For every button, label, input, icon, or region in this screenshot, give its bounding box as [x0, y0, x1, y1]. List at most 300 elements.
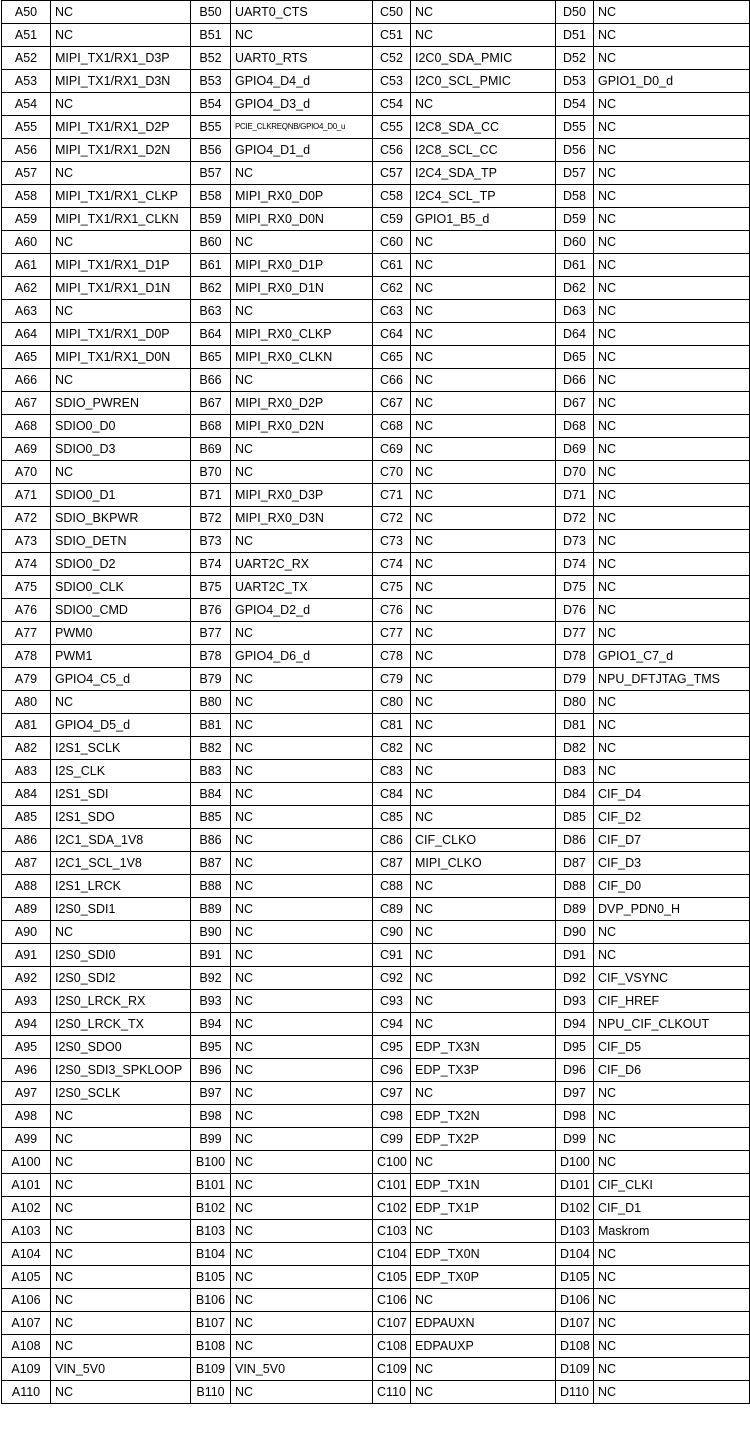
pin-signal-cell: CIF_CLKI — [594, 1174, 750, 1197]
pin-signal-cell: NC — [231, 1289, 373, 1312]
pin-signal-cell: NC — [594, 231, 750, 254]
pin-signal-cell: MIPI_RX0_D2N — [231, 415, 373, 438]
pin-number-cell: A68 — [2, 415, 51, 438]
pin-signal-cell: I2S0_SDI3_SPKLOOP — [51, 1059, 191, 1082]
table-row — [2, 1059, 750, 1082]
table-row — [2, 346, 750, 369]
pin-signal-cell: NC — [594, 576, 750, 599]
pin-signal-cell: EDPAUXN — [411, 1312, 556, 1335]
pin-signal-cell: NC — [411, 645, 556, 668]
pin-signal-cell: NC — [231, 852, 373, 875]
pin-signal-cell: NC — [51, 1105, 191, 1128]
pin-number-cell: B87 — [191, 852, 231, 875]
pin-signal-cell: MIPI_CLKO — [411, 852, 556, 875]
pin-number-cell: C53 — [373, 70, 411, 93]
pin-number-cell: B69 — [191, 438, 231, 461]
pin-signal-cell: GPIO4_D1_d — [231, 139, 373, 162]
pin-number-cell: B81 — [191, 714, 231, 737]
pin-signal-cell: NC — [411, 231, 556, 254]
pin-number-cell: B68 — [191, 415, 231, 438]
pin-signal-cell: NC — [231, 162, 373, 185]
pin-signal-cell: NC — [411, 553, 556, 576]
pin-number-cell: D59 — [556, 208, 594, 231]
pin-signal-cell: MIPI_TX1/RX1_D2P — [51, 116, 191, 139]
pin-signal-cell: NC — [411, 300, 556, 323]
pin-number-cell: C85 — [373, 806, 411, 829]
table-row — [2, 231, 750, 254]
pin-signal-cell: GPIO4_D4_d — [231, 70, 373, 93]
table-row — [2, 438, 750, 461]
pin-number-cell: D79 — [556, 668, 594, 691]
pin-number-cell: D64 — [556, 323, 594, 346]
pin-signal-cell: MIPI_RX0_CLKN — [231, 346, 373, 369]
pin-signal-cell: I2C8_SDA_CC — [411, 116, 556, 139]
pin-number-cell: D108 — [556, 1335, 594, 1358]
table-row — [2, 1358, 750, 1381]
pin-signal-cell: NC — [231, 461, 373, 484]
pin-signal-cell: NC — [594, 392, 750, 415]
pin-table — [1, 0, 750, 1404]
pin-signal-cell: NC — [411, 737, 556, 760]
table-row — [2, 139, 750, 162]
pin-number-cell: A106 — [2, 1289, 51, 1312]
table-row — [2, 277, 750, 300]
pin-signal-cell: I2C0_SCL_PMIC — [411, 70, 556, 93]
pin-signal-cell: NC — [594, 47, 750, 70]
pin-signal-cell: NC — [411, 921, 556, 944]
pin-number-cell: D104 — [556, 1243, 594, 1266]
pin-signal-cell: I2S0_SDI0 — [51, 944, 191, 967]
pin-number-cell: B95 — [191, 1036, 231, 1059]
pin-number-cell: D78 — [556, 645, 594, 668]
pin-number-cell: C97 — [373, 1082, 411, 1105]
pin-signal-cell: NC — [231, 1059, 373, 1082]
pin-number-cell: B51 — [191, 24, 231, 47]
pin-number-cell: C89 — [373, 898, 411, 921]
table-row — [2, 1105, 750, 1128]
pin-number-cell: A107 — [2, 1312, 51, 1335]
table-row — [2, 1335, 750, 1358]
pin-number-cell: D109 — [556, 1358, 594, 1381]
pin-number-cell: D91 — [556, 944, 594, 967]
pin-number-cell: A60 — [2, 231, 51, 254]
pin-signal-cell: EDPAUXP — [411, 1335, 556, 1358]
pin-signal-cell: NC — [231, 1151, 373, 1174]
pin-number-cell: D62 — [556, 277, 594, 300]
pin-number-cell: A63 — [2, 300, 51, 323]
pin-number-cell: C87 — [373, 852, 411, 875]
pin-signal-cell: NC — [411, 1220, 556, 1243]
pin-signal-cell: MIPI_TX1/RX1_D3P — [51, 47, 191, 70]
table-row — [2, 47, 750, 70]
pin-number-cell: A80 — [2, 691, 51, 714]
pin-number-cell: B99 — [191, 1128, 231, 1151]
pin-signal-cell: SDIO0_D1 — [51, 484, 191, 507]
pin-signal-cell: MIPI_TX1/RX1_D2N — [51, 139, 191, 162]
pin-signal-cell: NC — [411, 875, 556, 898]
pin-signal-cell: MIPI_TX1/RX1_CLKP — [51, 185, 191, 208]
pin-signal-cell: NC — [231, 1381, 373, 1404]
pin-signal-cell: SDIO0_D2 — [51, 553, 191, 576]
table-row — [2, 1151, 750, 1174]
table-row — [2, 829, 750, 852]
pin-number-cell: A61 — [2, 254, 51, 277]
pin-signal-cell: NC — [51, 1128, 191, 1151]
table-row — [2, 760, 750, 783]
pin-signal-cell: NC — [231, 1197, 373, 1220]
pin-number-cell: B63 — [191, 300, 231, 323]
pin-signal-cell: NC — [594, 208, 750, 231]
table-row — [2, 70, 750, 93]
pin-number-cell: D50 — [556, 1, 594, 24]
pin-number-cell: C88 — [373, 875, 411, 898]
pin-number-cell: C91 — [373, 944, 411, 967]
pin-signal-cell: NC — [51, 1174, 191, 1197]
pin-number-cell: B100 — [191, 1151, 231, 1174]
table-row — [2, 1312, 750, 1335]
pin-signal-cell: NC — [594, 461, 750, 484]
pin-signal-cell: I2S1_SCLK — [51, 737, 191, 760]
pin-number-cell: A98 — [2, 1105, 51, 1128]
pin-number-cell: D53 — [556, 70, 594, 93]
pin-number-cell: C92 — [373, 967, 411, 990]
pin-number-cell: A97 — [2, 1082, 51, 1105]
pin-number-cell: D52 — [556, 47, 594, 70]
pin-number-cell: D58 — [556, 185, 594, 208]
pin-number-cell: D51 — [556, 24, 594, 47]
table-row — [2, 783, 750, 806]
pin-signal-cell: NC — [594, 1358, 750, 1381]
pin-signal-cell: I2C1_SDA_1V8 — [51, 829, 191, 852]
pin-signal-cell: NC — [594, 553, 750, 576]
pin-signal-cell: NC — [411, 1358, 556, 1381]
pin-signal-cell: NC — [411, 1082, 556, 1105]
pin-signal-cell: NC — [411, 760, 556, 783]
pin-signal-cell: SDIO0_D3 — [51, 438, 191, 461]
pin-number-cell: D96 — [556, 1059, 594, 1082]
pin-signal-cell: I2S0_LRCK_RX — [51, 990, 191, 1013]
pin-signal-cell: NC — [51, 162, 191, 185]
table-row — [2, 944, 750, 967]
pin-signal-cell: NC — [231, 691, 373, 714]
pin-number-cell: A100 — [2, 1151, 51, 1174]
pin-number-cell: A104 — [2, 1243, 51, 1266]
pin-number-cell: A102 — [2, 1197, 51, 1220]
pin-number-cell: A59 — [2, 208, 51, 231]
pin-number-cell: B58 — [191, 185, 231, 208]
pin-signal-cell: NC — [594, 599, 750, 622]
pin-number-cell: D89 — [556, 898, 594, 921]
pin-signal-cell: NC — [594, 1082, 750, 1105]
pin-number-cell: D76 — [556, 599, 594, 622]
pin-signal-cell: MIPI_TX1/RX1_D0P — [51, 323, 191, 346]
pin-number-cell: B98 — [191, 1105, 231, 1128]
pin-signal-cell: NC — [51, 1266, 191, 1289]
pin-signal-cell: NC — [594, 714, 750, 737]
pin-number-cell: A91 — [2, 944, 51, 967]
pin-signal-cell: I2S0_SDI2 — [51, 967, 191, 990]
pin-signal-cell: NC — [594, 185, 750, 208]
pin-number-cell: B94 — [191, 1013, 231, 1036]
pin-signal-cell: NC — [411, 438, 556, 461]
pin-signal-cell: NC — [594, 921, 750, 944]
pin-signal-cell: NC — [51, 1220, 191, 1243]
pin-signal-cell: UART2C_RX — [231, 553, 373, 576]
table-row — [2, 1289, 750, 1312]
pin-number-cell: C60 — [373, 231, 411, 254]
pin-number-cell: D61 — [556, 254, 594, 277]
pin-number-cell: C68 — [373, 415, 411, 438]
pin-number-cell: B62 — [191, 277, 231, 300]
pin-signal-cell: NC — [594, 1381, 750, 1404]
pin-number-cell: C110 — [373, 1381, 411, 1404]
table-row — [2, 116, 750, 139]
table-row — [2, 254, 750, 277]
pin-number-cell: A105 — [2, 1266, 51, 1289]
pin-signal-cell: I2S0_SCLK — [51, 1082, 191, 1105]
pin-signal-cell: NC — [411, 346, 556, 369]
pin-number-cell: C51 — [373, 24, 411, 47]
pin-number-cell: D71 — [556, 484, 594, 507]
pin-number-cell: C61 — [373, 254, 411, 277]
pin-number-cell: C83 — [373, 760, 411, 783]
pin-number-cell: C64 — [373, 323, 411, 346]
pin-signal-cell: NC — [411, 990, 556, 1013]
pin-number-cell: D63 — [556, 300, 594, 323]
pin-signal-cell: NC — [411, 714, 556, 737]
pin-signal-cell: CIF_D3 — [594, 852, 750, 875]
pin-number-cell: A76 — [2, 599, 51, 622]
pin-signal-cell: NC — [594, 277, 750, 300]
table-row — [2, 1197, 750, 1220]
pin-signal-cell: CIF_VSYNC — [594, 967, 750, 990]
pin-number-cell: B64 — [191, 323, 231, 346]
pin-signal-cell: GPIO1_C7_d — [594, 645, 750, 668]
pin-number-cell: A103 — [2, 1220, 51, 1243]
pin-signal-cell: NC — [594, 162, 750, 185]
pin-signal-cell: NC — [411, 944, 556, 967]
pin-number-cell: A90 — [2, 921, 51, 944]
pin-number-cell: D56 — [556, 139, 594, 162]
pin-signal-cell: NC — [411, 1381, 556, 1404]
pin-signal-cell: NC — [231, 967, 373, 990]
pin-signal-cell: MIPI_RX0_D1P — [231, 254, 373, 277]
pin-signal-cell: NC — [594, 484, 750, 507]
pin-number-cell: B110 — [191, 1381, 231, 1404]
pin-number-cell: A70 — [2, 461, 51, 484]
pin-number-cell: B54 — [191, 93, 231, 116]
pin-number-cell: C52 — [373, 47, 411, 70]
pin-number-cell: C58 — [373, 185, 411, 208]
pin-signal-cell: NC — [51, 1289, 191, 1312]
pin-number-cell: D95 — [556, 1036, 594, 1059]
pin-signal-cell: NC — [594, 116, 750, 139]
pin-number-cell: D65 — [556, 346, 594, 369]
pin-number-cell: A86 — [2, 829, 51, 852]
pin-number-cell: B96 — [191, 1059, 231, 1082]
pin-number-cell: C98 — [373, 1105, 411, 1128]
pin-signal-cell: NC — [51, 1197, 191, 1220]
pin-number-cell: C82 — [373, 737, 411, 760]
pin-signal-cell: NC — [594, 24, 750, 47]
pin-number-cell: C70 — [373, 461, 411, 484]
pin-number-cell: A58 — [2, 185, 51, 208]
table-row — [2, 875, 750, 898]
pin-number-cell: A85 — [2, 806, 51, 829]
pin-number-cell: C105 — [373, 1266, 411, 1289]
pin-number-cell: D106 — [556, 1289, 594, 1312]
pin-number-cell: B80 — [191, 691, 231, 714]
pin-signal-cell: NC — [51, 1151, 191, 1174]
pin-signal-cell: NC — [411, 392, 556, 415]
pin-number-cell: B57 — [191, 162, 231, 185]
pin-signal-cell: PCIE_CLKREQNB/GPIO4_D0_u — [231, 116, 373, 139]
pin-signal-cell: NC — [231, 1082, 373, 1105]
pin-signal-cell: MIPI_TX1/RX1_CLKN — [51, 208, 191, 231]
pin-signal-cell: DVP_PDN0_H — [594, 898, 750, 921]
pin-number-cell: A73 — [2, 530, 51, 553]
pin-number-cell: D86 — [556, 829, 594, 852]
pin-signal-cell: NC — [51, 1381, 191, 1404]
pin-signal-cell: NC — [231, 1174, 373, 1197]
table-row — [2, 300, 750, 323]
pin-number-cell: D60 — [556, 231, 594, 254]
table-row — [2, 668, 750, 691]
table-row — [2, 484, 750, 507]
pin-number-cell: B97 — [191, 1082, 231, 1105]
pin-number-cell: A56 — [2, 139, 51, 162]
pin-number-cell: C109 — [373, 1358, 411, 1381]
pin-number-cell: D107 — [556, 1312, 594, 1335]
pin-number-cell: D85 — [556, 806, 594, 829]
pin-signal-cell: NC — [231, 898, 373, 921]
pin-signal-cell: NC — [231, 1036, 373, 1059]
pin-signal-cell: MIPI_TX1/RX1_D0N — [51, 346, 191, 369]
table-row — [2, 714, 750, 737]
pin-number-cell: A108 — [2, 1335, 51, 1358]
pin-number-cell: B59 — [191, 208, 231, 231]
pin-signal-cell: NPU_DFTJTAG_TMS — [594, 668, 750, 691]
pin-signal-cell: EDP_TX2P — [411, 1128, 556, 1151]
pin-signal-cell: I2S1_LRCK — [51, 875, 191, 898]
pin-number-cell: D103 — [556, 1220, 594, 1243]
pin-signal-cell: NC — [594, 1243, 750, 1266]
pin-number-cell: A101 — [2, 1174, 51, 1197]
pin-signal-cell: MIPI_TX1/RX1_D1N — [51, 277, 191, 300]
pin-signal-cell: MIPI_RX0_D1N — [231, 277, 373, 300]
pin-number-cell: A110 — [2, 1381, 51, 1404]
pin-signal-cell: EDP_TX1P — [411, 1197, 556, 1220]
pin-signal-cell: NC — [411, 369, 556, 392]
pin-signal-cell: NC — [231, 1335, 373, 1358]
pin-number-cell: C80 — [373, 691, 411, 714]
pin-signal-cell: VIN_5V0 — [231, 1358, 373, 1381]
pin-signal-cell: NC — [231, 1243, 373, 1266]
pin-signal-cell: NC — [411, 898, 556, 921]
pin-number-cell: A75 — [2, 576, 51, 599]
pin-number-cell: B66 — [191, 369, 231, 392]
table-row — [2, 898, 750, 921]
pin-number-cell: D110 — [556, 1381, 594, 1404]
pin-number-cell: B103 — [191, 1220, 231, 1243]
table-row — [2, 415, 750, 438]
pin-signal-cell: NC — [51, 369, 191, 392]
pin-number-cell: B108 — [191, 1335, 231, 1358]
pin-signal-cell: NC — [231, 668, 373, 691]
table-row — [2, 1220, 750, 1243]
pin-signal-cell: NC — [594, 346, 750, 369]
pin-number-cell: D100 — [556, 1151, 594, 1174]
pin-signal-cell: NC — [411, 668, 556, 691]
pin-number-cell: C103 — [373, 1220, 411, 1243]
pin-number-cell: C75 — [373, 576, 411, 599]
pin-signal-cell: NC — [51, 921, 191, 944]
pin-number-cell: B61 — [191, 254, 231, 277]
pin-signal-cell: NC — [594, 1151, 750, 1174]
pin-number-cell: C108 — [373, 1335, 411, 1358]
pin-number-cell: C72 — [373, 507, 411, 530]
pin-signal-cell: CIF_CLKO — [411, 829, 556, 852]
pin-signal-cell: NC — [231, 944, 373, 967]
pin-number-cell: A64 — [2, 323, 51, 346]
pin-number-cell: A92 — [2, 967, 51, 990]
pin-number-cell: B74 — [191, 553, 231, 576]
pin-number-cell: C107 — [373, 1312, 411, 1335]
pin-number-cell: A74 — [2, 553, 51, 576]
pin-signal-cell: CIF_D6 — [594, 1059, 750, 1082]
pin-signal-cell: I2S1_SDO — [51, 806, 191, 829]
table-row — [2, 1013, 750, 1036]
pin-signal-cell: CIF_D1 — [594, 1197, 750, 1220]
pin-signal-cell: CIF_D4 — [594, 783, 750, 806]
pin-signal-cell: Maskrom — [594, 1220, 750, 1243]
table-row — [2, 967, 750, 990]
pin-signal-cell: I2S0_SDI1 — [51, 898, 191, 921]
pin-signal-cell: NC — [411, 507, 556, 530]
table-row — [2, 185, 750, 208]
pin-number-cell: D93 — [556, 990, 594, 1013]
pin-signal-cell: NC — [411, 254, 556, 277]
pin-signal-cell: NC — [231, 300, 373, 323]
table-row — [2, 530, 750, 553]
pin-number-cell: C81 — [373, 714, 411, 737]
pin-signal-cell: GPIO4_D3_d — [231, 93, 373, 116]
pin-number-cell: A57 — [2, 162, 51, 185]
pin-signal-cell: NC — [231, 1266, 373, 1289]
table-row — [2, 553, 750, 576]
pin-signal-cell: NC — [51, 1335, 191, 1358]
pin-signal-cell: NC — [231, 622, 373, 645]
pin-signal-cell: I2C0_SDA_PMIC — [411, 47, 556, 70]
pin-signal-cell: NC — [594, 300, 750, 323]
pin-signal-cell: NC — [594, 691, 750, 714]
pin-number-cell: B60 — [191, 231, 231, 254]
pin-signal-cell: GPIO1_B5_d — [411, 208, 556, 231]
table-row — [2, 1174, 750, 1197]
pin-number-cell: D92 — [556, 967, 594, 990]
pin-signal-cell: NC — [594, 530, 750, 553]
pin-signal-cell: SDIO0_CLK — [51, 576, 191, 599]
pin-number-cell: B55 — [191, 116, 231, 139]
pin-signal-cell: CIF_D0 — [594, 875, 750, 898]
pin-number-cell: B84 — [191, 783, 231, 806]
table-row — [2, 622, 750, 645]
pin-number-cell: C104 — [373, 1243, 411, 1266]
pin-signal-cell: I2C4_SDA_TP — [411, 162, 556, 185]
pin-signal-cell: NC — [411, 1013, 556, 1036]
pin-signal-cell: GPIO4_C5_d — [51, 668, 191, 691]
pin-number-cell: C93 — [373, 990, 411, 1013]
